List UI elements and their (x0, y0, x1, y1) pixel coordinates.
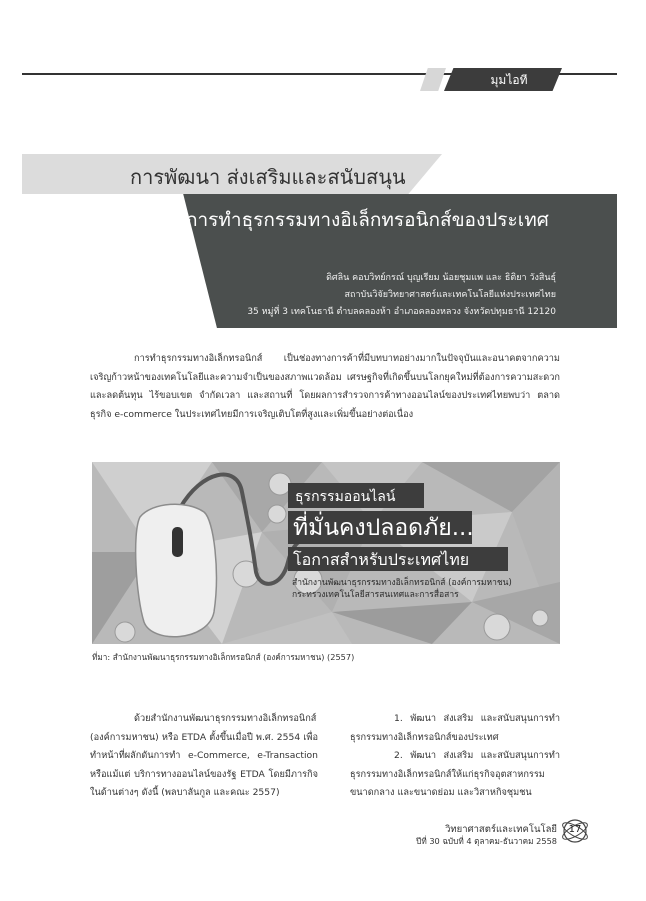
intro-paragraph: การทำธุรกรรมทางอิเล็กทรอนิกส์ เป็นช่องทางการค้าที่มีบทบาทอย่างมากในปัจจุบันและอนาคตจากความเจริญก้าวหน้าของเทคโนโลยีและความจำเป็นของสภาพแวดล้อม เศรษฐกิจที่เกิดขึ้นบนโลกยุคใหม่ที่ต้องการความสะดวกและลดต้นทุน ไร้ขอบเขต จำกัดเวลา และสถานที่ โดยผลการสำรวจการค้าทางออนไลน์ของประเทศไทยพบว่า ตลาดธุรกิจ e-commerce ในประเทศไทยมีการเจริญเติบโตที่สูงและเพิ่มขึ้นอย่างต่อเนื่อง (90, 353, 560, 420)
article-title-line2: การทำธุรกรรมทางอิเล็กทรอนิกส์ของประเทศ (186, 209, 549, 231)
left-column-paragraph: ด้วยสำนักงานพัฒนาธุรกรรมทางอิเล็กทรอนิกส์ (องค์การมหาชน) หรือ ETDA ตั้งขึ้นเมื่อปี พ.ศ. 2554 เพื่อทำหน้าที่ผลักดันการทำ e-Commerce, e-Transaction หรือแม้แต่ บริการทางออนไลน์ของรัฐ ETDA โดยมีภารกิจในด้านต่างๆ ดังนี้ (พลบาลันกูล และคณะ 2557) (90, 713, 318, 798)
section-tab-accent (420, 68, 446, 91)
issue-info: ปีที่ 30 ฉบับที่ 4 ตุลาคม-ธันวาคม 2558 (416, 836, 557, 846)
banner-subtitle-1: สำนักงานพัฒนาธุรกรรมทางอิเล็กทรอนิกส์ (องค์การมหาชน) (292, 578, 512, 588)
mission-item-1: 1. พัฒนา ส่งเสริม และสนับสนุนการทำธุรกรรมทางอิเล็กทรอนิกส์ของประเทศ (350, 713, 560, 743)
journal-name: วิทยาศาสตร์และเทคโนโลยี (445, 824, 557, 835)
banner-line1: ธุรกรรมออนไลน์ (295, 489, 396, 505)
banner-line3: โอกาสสำหรับประเทศไทย (293, 550, 470, 569)
mission-item-2: 2. พัฒนา ส่งเสริม และสนับสนุนการทำธุรกรรมทางอิเล็กทรอนิกส์ให้แก่ธุรกิจอุตสาหกรรมขนาดกลาง และขนาดย่อม และวิสาหกิจชุมชน (350, 750, 560, 798)
author-affiliation: สถาบันวิจัยวิทยาศาสตร์และเทคโนโลยีแห่งประเทศไทย (344, 290, 556, 300)
figure-caption: ที่มา: สำนักงานพัฒนาธุรกรรมทางอิเล็กทรอนิกส์ (องค์การมหาชน) (2557) (92, 652, 355, 662)
author-address: 35 หมู่ที่ 3 เทคโนธานี ตำบลคลองห้า อำเภอคลองหลวง จังหวัดปทุมธานี 12120 (247, 307, 556, 317)
author-names: ดิศลิน คอบวิทย์กรณ์ บุญเรียม น้อยชุมแพ และ ธิติยา วังสินธุ์ (326, 273, 556, 283)
article-title-line1: การพัฒนา ส่งเสริมและสนับสนุน (130, 165, 406, 189)
banner-subtitle-2: กระทรวงเทคโนโลยีสารสนเทศและการสื่อสาร (292, 590, 459, 600)
right-column (350, 710, 560, 803)
section-tab-label: มุมไอที (490, 73, 528, 87)
banner-line2: ที่มั่นคงปลอดภัย... (293, 515, 474, 541)
page-number: 17 (568, 824, 582, 835)
